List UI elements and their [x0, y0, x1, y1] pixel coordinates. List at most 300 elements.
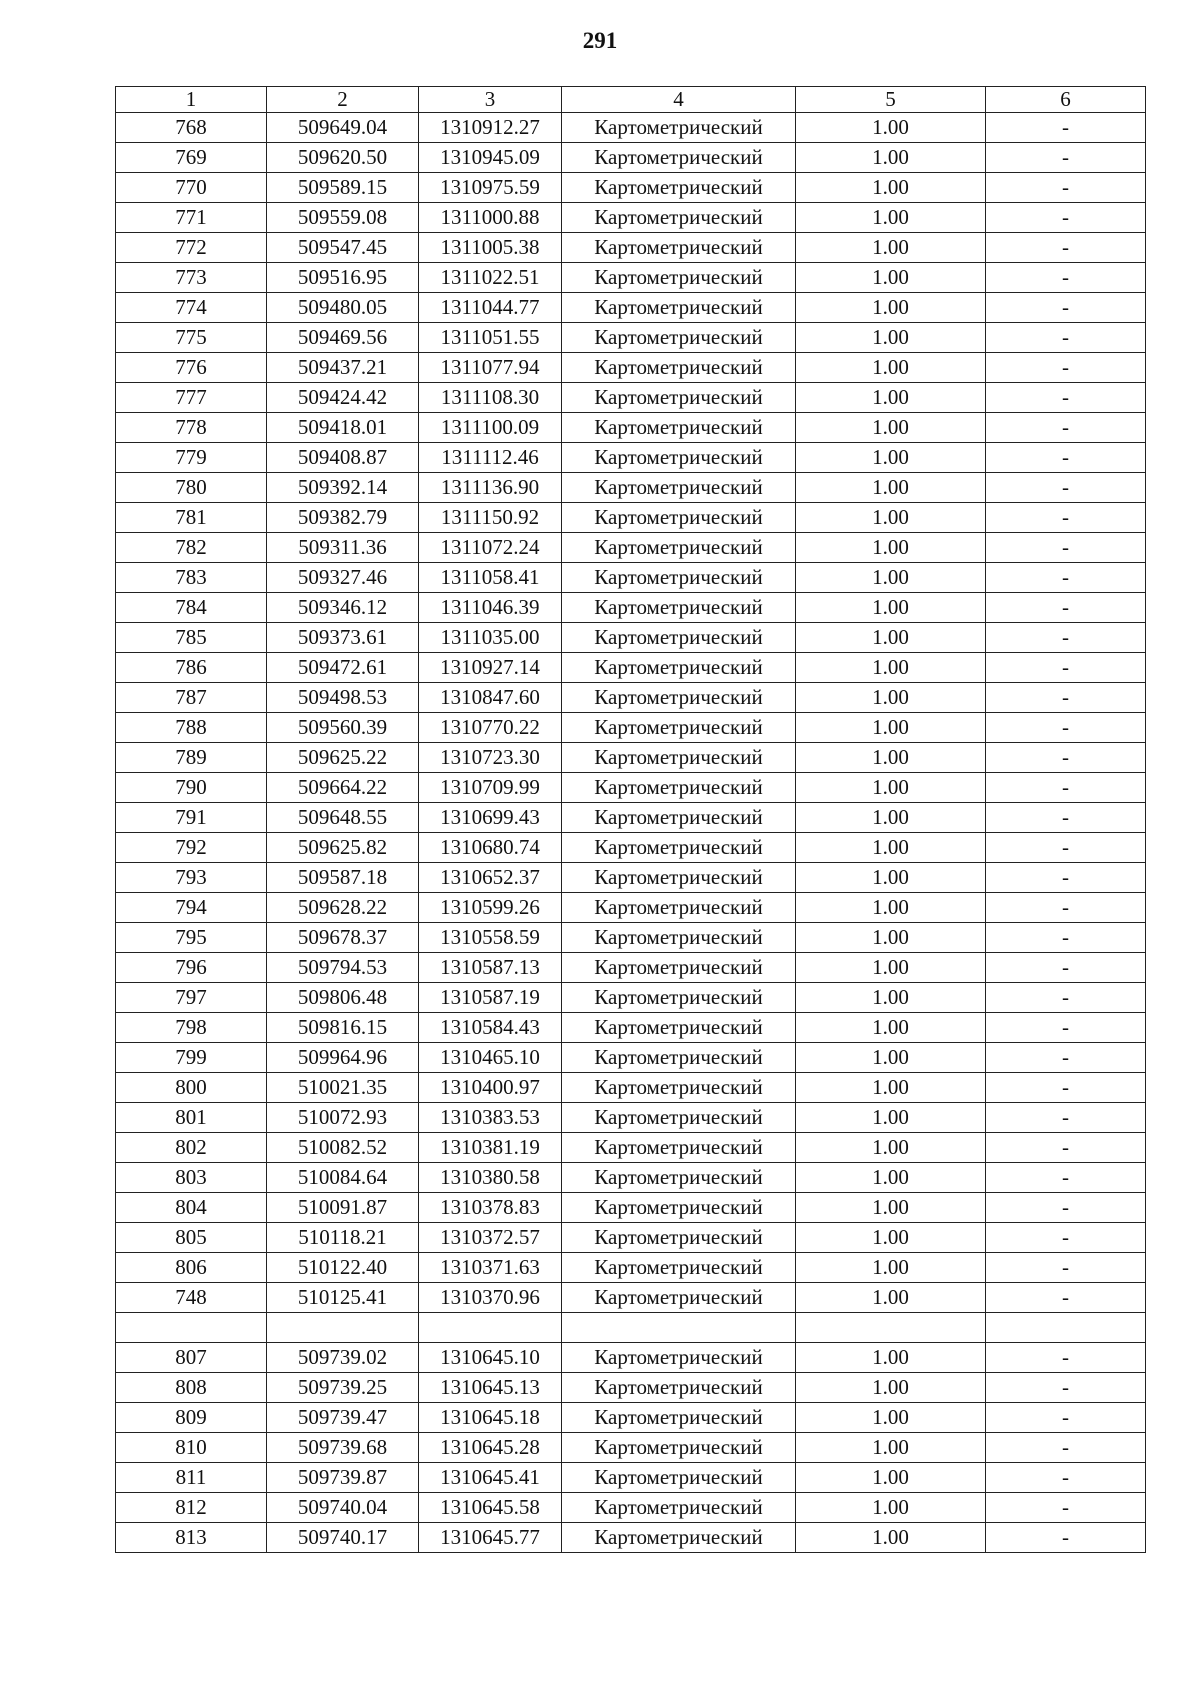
method-cell: Картометрический [562, 623, 796, 653]
y-coordinate-cell: 1311100.09 [419, 413, 562, 443]
x-coordinate-cell: 509392.14 [267, 473, 419, 503]
method-cell: Картометрический [562, 113, 796, 143]
accuracy-cell: 1.00 [796, 1103, 986, 1133]
point-number-cell: 779 [116, 443, 267, 473]
table-row [116, 383, 1146, 413]
table-row [116, 593, 1146, 623]
table-row [116, 173, 1146, 203]
x-coordinate-cell: 509740.17 [267, 1523, 419, 1553]
point-number-cell: 793 [116, 863, 267, 893]
point-number-cell: 770 [116, 173, 267, 203]
description-cell: - [986, 1133, 1146, 1163]
y-coordinate-cell: 1311046.39 [419, 593, 562, 623]
y-coordinate-cell: 1310381.19 [419, 1133, 562, 1163]
table-header-row [116, 87, 1146, 113]
y-coordinate-cell: 1310709.99 [419, 773, 562, 803]
x-coordinate-cell: 509806.48 [267, 983, 419, 1013]
x-coordinate-cell: 509472.61 [267, 653, 419, 683]
table-row [116, 1013, 1146, 1043]
accuracy-cell: 1.00 [796, 323, 986, 353]
point-number-cell: 784 [116, 593, 267, 623]
y-coordinate-cell: 1310587.13 [419, 953, 562, 983]
y-coordinate-cell: 1311058.41 [419, 563, 562, 593]
x-coordinate-cell: 509373.61 [267, 623, 419, 653]
description-cell: - [986, 863, 1146, 893]
y-coordinate-cell: 1310975.59 [419, 173, 562, 203]
table-row [116, 803, 1146, 833]
accuracy-cell: 1.00 [796, 353, 986, 383]
point-number-cell: 785 [116, 623, 267, 653]
accuracy-cell: 1.00 [796, 1163, 986, 1193]
table-row [116, 923, 1146, 953]
accuracy-cell: 1.00 [796, 263, 986, 293]
accuracy-cell: 1.00 [796, 443, 986, 473]
method-cell: Картометрический [562, 1493, 796, 1523]
accuracy-cell: 1.00 [796, 713, 986, 743]
accuracy-cell: 1.00 [796, 743, 986, 773]
point-number-cell: 783 [116, 563, 267, 593]
method-cell: Картометрический [562, 533, 796, 563]
method-cell: Картометрический [562, 803, 796, 833]
method-cell: Картометрический [562, 1043, 796, 1073]
accuracy-cell: 1.00 [796, 1133, 986, 1163]
y-coordinate-cell: 1311112.46 [419, 443, 562, 473]
y-coordinate-cell: 1310380.58 [419, 1163, 562, 1193]
method-cell: Картометрический [562, 983, 796, 1013]
y-coordinate-cell: 1310645.13 [419, 1373, 562, 1403]
method-cell: Картометрический [562, 473, 796, 503]
point-number-cell: 810 [116, 1433, 267, 1463]
header-cell-6: 6 [986, 87, 1146, 113]
description-cell: - [986, 923, 1146, 953]
description-cell: - [986, 953, 1146, 983]
description-cell: - [986, 833, 1146, 863]
description-cell: - [986, 1523, 1146, 1553]
y-coordinate-cell [419, 1313, 562, 1343]
coordinates-table [115, 86, 1146, 1553]
table-spacer-row [116, 1313, 1146, 1343]
y-coordinate-cell: 1310372.57 [419, 1223, 562, 1253]
method-cell: Картометрический [562, 233, 796, 263]
table-row [116, 1523, 1146, 1553]
x-coordinate-cell: 509739.87 [267, 1463, 419, 1493]
description-cell: - [986, 803, 1146, 833]
table-row [116, 773, 1146, 803]
point-number-cell: 809 [116, 1403, 267, 1433]
point-number-cell: 797 [116, 983, 267, 1013]
accuracy-cell: 1.00 [796, 863, 986, 893]
y-coordinate-cell: 1310378.83 [419, 1193, 562, 1223]
description-cell: - [986, 713, 1146, 743]
accuracy-cell: 1.00 [796, 1283, 986, 1313]
point-number-cell: 805 [116, 1223, 267, 1253]
x-coordinate-cell: 509424.42 [267, 383, 419, 413]
table-row [116, 983, 1146, 1013]
description-cell: - [986, 473, 1146, 503]
table-row [116, 143, 1146, 173]
table-row [116, 563, 1146, 593]
method-cell: Картометрический [562, 503, 796, 533]
method-cell: Картометрический [562, 1433, 796, 1463]
y-coordinate-cell: 1310945.09 [419, 143, 562, 173]
y-coordinate-cell: 1311136.90 [419, 473, 562, 503]
description-cell: - [986, 683, 1146, 713]
table-row [116, 473, 1146, 503]
point-number-cell: 813 [116, 1523, 267, 1553]
description-cell: - [986, 773, 1146, 803]
method-cell: Картометрический [562, 1523, 796, 1553]
table-body [116, 87, 1146, 1553]
header-cell-4: 4 [562, 87, 796, 113]
description-cell: - [986, 983, 1146, 1013]
method-cell: Картометрический [562, 653, 796, 683]
table-row [116, 293, 1146, 323]
x-coordinate-cell: 510091.87 [267, 1193, 419, 1223]
method-cell: Картометрический [562, 713, 796, 743]
y-coordinate-cell: 1310645.18 [419, 1403, 562, 1433]
accuracy-cell: 1.00 [796, 1013, 986, 1043]
header-cell-5: 5 [796, 87, 986, 113]
table-row [116, 863, 1146, 893]
method-cell: Картометрический [562, 1073, 796, 1103]
accuracy-cell: 1.00 [796, 983, 986, 1013]
header-cell-1: 1 [116, 87, 267, 113]
table-row [116, 1403, 1146, 1433]
y-coordinate-cell: 1310912.27 [419, 113, 562, 143]
x-coordinate-cell: 509964.96 [267, 1043, 419, 1073]
method-cell: Картометрический [562, 143, 796, 173]
description-cell: - [986, 563, 1146, 593]
accuracy-cell: 1.00 [796, 413, 986, 443]
table-row [116, 1163, 1146, 1193]
x-coordinate-cell: 509628.22 [267, 893, 419, 923]
table-row [116, 413, 1146, 443]
point-number-cell: 790 [116, 773, 267, 803]
header-cell-3: 3 [419, 87, 562, 113]
y-coordinate-cell: 1311000.88 [419, 203, 562, 233]
table-row [116, 1493, 1146, 1523]
accuracy-cell: 1.00 [796, 473, 986, 503]
y-coordinate-cell: 1310587.19 [419, 983, 562, 1013]
accuracy-cell: 1.00 [796, 533, 986, 563]
description-cell: - [986, 1493, 1146, 1523]
point-number-cell: 807 [116, 1343, 267, 1373]
y-coordinate-cell: 1310927.14 [419, 653, 562, 683]
method-cell: Картометрический [562, 893, 796, 923]
x-coordinate-cell: 510082.52 [267, 1133, 419, 1163]
description-cell: - [986, 1463, 1146, 1493]
accuracy-cell: 1.00 [796, 1523, 986, 1553]
x-coordinate-cell: 509408.87 [267, 443, 419, 473]
x-coordinate-cell: 509625.22 [267, 743, 419, 773]
accuracy-cell: 1.00 [796, 233, 986, 263]
x-coordinate-cell: 509620.50 [267, 143, 419, 173]
accuracy-cell [796, 1313, 986, 1343]
x-coordinate-cell: 509418.01 [267, 413, 419, 443]
y-coordinate-cell: 1310680.74 [419, 833, 562, 863]
description-cell: - [986, 353, 1146, 383]
y-coordinate-cell: 1310770.22 [419, 713, 562, 743]
y-coordinate-cell: 1310645.28 [419, 1433, 562, 1463]
y-coordinate-cell: 1311022.51 [419, 263, 562, 293]
description-cell [986, 1313, 1146, 1343]
x-coordinate-cell: 510125.41 [267, 1283, 419, 1313]
x-coordinate-cell: 509498.53 [267, 683, 419, 713]
table-row [116, 263, 1146, 293]
accuracy-cell: 1.00 [796, 503, 986, 533]
accuracy-cell: 1.00 [796, 683, 986, 713]
accuracy-cell: 1.00 [796, 1073, 986, 1103]
accuracy-cell: 1.00 [796, 1373, 986, 1403]
description-cell: - [986, 1373, 1146, 1403]
accuracy-cell: 1.00 [796, 1253, 986, 1283]
method-cell: Картометрический [562, 443, 796, 473]
accuracy-cell: 1.00 [796, 143, 986, 173]
x-coordinate-cell: 509547.45 [267, 233, 419, 263]
table-row [116, 1433, 1146, 1463]
y-coordinate-cell: 1310558.59 [419, 923, 562, 953]
method-cell: Картометрический [562, 1163, 796, 1193]
table-row [116, 953, 1146, 983]
y-coordinate-cell: 1311035.00 [419, 623, 562, 653]
description-cell: - [986, 1223, 1146, 1253]
description-cell: - [986, 1013, 1146, 1043]
method-cell: Картометрический [562, 1403, 796, 1433]
x-coordinate-cell: 509559.08 [267, 203, 419, 233]
x-coordinate-cell: 509437.21 [267, 353, 419, 383]
point-number-cell: 799 [116, 1043, 267, 1073]
accuracy-cell: 1.00 [796, 1403, 986, 1433]
point-number-cell: 769 [116, 143, 267, 173]
method-cell: Картометрический [562, 353, 796, 383]
point-number-cell: 781 [116, 503, 267, 533]
description-cell: - [986, 1253, 1146, 1283]
x-coordinate-cell: 509816.15 [267, 1013, 419, 1043]
y-coordinate-cell: 1310847.60 [419, 683, 562, 713]
y-coordinate-cell: 1310645.10 [419, 1343, 562, 1373]
description-cell: - [986, 503, 1146, 533]
x-coordinate-cell: 509469.56 [267, 323, 419, 353]
table-row [116, 1373, 1146, 1403]
y-coordinate-cell: 1310699.43 [419, 803, 562, 833]
point-number-cell: 787 [116, 683, 267, 713]
table-row [116, 683, 1146, 713]
point-number-cell: 796 [116, 953, 267, 983]
accuracy-cell: 1.00 [796, 1343, 986, 1373]
x-coordinate-cell: 509740.04 [267, 1493, 419, 1523]
point-number-cell: 773 [116, 263, 267, 293]
description-cell: - [986, 113, 1146, 143]
x-coordinate-cell: 509589.15 [267, 173, 419, 203]
x-coordinate-cell: 509664.22 [267, 773, 419, 803]
point-number-cell: 795 [116, 923, 267, 953]
table-row [116, 533, 1146, 563]
description-cell: - [986, 263, 1146, 293]
table-row [116, 1073, 1146, 1103]
point-number-cell: 748 [116, 1283, 267, 1313]
method-cell: Картометрический [562, 923, 796, 953]
table-row [116, 443, 1146, 473]
y-coordinate-cell: 1310371.63 [419, 1253, 562, 1283]
y-coordinate-cell: 1310652.37 [419, 863, 562, 893]
description-cell: - [986, 1403, 1146, 1433]
accuracy-cell: 1.00 [796, 773, 986, 803]
method-cell: Картометрический [562, 1223, 796, 1253]
method-cell: Картометрический [562, 683, 796, 713]
table-row [116, 1043, 1146, 1073]
point-number-cell: 806 [116, 1253, 267, 1283]
y-coordinate-cell: 1311044.77 [419, 293, 562, 323]
point-number-cell: 792 [116, 833, 267, 863]
accuracy-cell: 1.00 [796, 593, 986, 623]
method-cell: Картометрический [562, 413, 796, 443]
page-number: 291 [582, 28, 618, 53]
method-cell: Картометрический [562, 863, 796, 893]
point-number-cell: 778 [116, 413, 267, 443]
method-cell: Картометрический [562, 383, 796, 413]
y-coordinate-cell: 1311051.55 [419, 323, 562, 353]
y-coordinate-cell: 1310723.30 [419, 743, 562, 773]
description-cell: - [986, 593, 1146, 623]
x-coordinate-cell: 509560.39 [267, 713, 419, 743]
table-row [116, 323, 1146, 353]
point-number-cell: 776 [116, 353, 267, 383]
method-cell: Картометрический [562, 323, 796, 353]
table-row [116, 203, 1146, 233]
accuracy-cell: 1.00 [796, 803, 986, 833]
description-cell: - [986, 1043, 1146, 1073]
description-cell: - [986, 173, 1146, 203]
table-row [116, 1103, 1146, 1133]
table-row [116, 503, 1146, 533]
x-coordinate-cell: 510084.64 [267, 1163, 419, 1193]
method-cell: Картометрический [562, 1133, 796, 1163]
description-cell: - [986, 1283, 1146, 1313]
point-number-cell: 812 [116, 1493, 267, 1523]
x-coordinate-cell: 509739.02 [267, 1343, 419, 1373]
table-row [116, 833, 1146, 863]
method-cell: Картометрический [562, 773, 796, 803]
x-coordinate-cell: 509327.46 [267, 563, 419, 593]
method-cell: Картометрический [562, 263, 796, 293]
accuracy-cell: 1.00 [796, 173, 986, 203]
description-cell: - [986, 1343, 1146, 1373]
point-number-cell: 811 [116, 1463, 267, 1493]
method-cell: Картометрический [562, 1103, 796, 1133]
accuracy-cell: 1.00 [796, 653, 986, 683]
y-coordinate-cell: 1310465.10 [419, 1043, 562, 1073]
x-coordinate-cell: 509739.25 [267, 1373, 419, 1403]
table-row [116, 1223, 1146, 1253]
point-number-cell: 803 [116, 1163, 267, 1193]
point-number-cell: 789 [116, 743, 267, 773]
table-row [116, 1283, 1146, 1313]
x-coordinate-cell [267, 1313, 419, 1343]
description-cell: - [986, 1103, 1146, 1133]
method-cell: Картометрический [562, 1283, 796, 1313]
description-cell: - [986, 653, 1146, 683]
x-coordinate-cell: 509678.37 [267, 923, 419, 953]
description-cell: - [986, 443, 1146, 473]
y-coordinate-cell: 1311150.92 [419, 503, 562, 533]
accuracy-cell: 1.00 [796, 1463, 986, 1493]
y-coordinate-cell: 1310370.96 [419, 1283, 562, 1313]
accuracy-cell: 1.00 [796, 203, 986, 233]
description-cell: - [986, 233, 1146, 263]
description-cell: - [986, 203, 1146, 233]
table-row [116, 713, 1146, 743]
x-coordinate-cell: 509794.53 [267, 953, 419, 983]
table-row [116, 1193, 1146, 1223]
method-cell: Картометрический [562, 743, 796, 773]
description-cell: - [986, 533, 1146, 563]
method-cell: Картометрический [562, 833, 796, 863]
description-cell: - [986, 743, 1146, 773]
x-coordinate-cell: 509739.47 [267, 1403, 419, 1433]
point-number-cell: 804 [116, 1193, 267, 1223]
accuracy-cell: 1.00 [796, 563, 986, 593]
method-cell: Картометрический [562, 1463, 796, 1493]
accuracy-cell: 1.00 [796, 893, 986, 923]
y-coordinate-cell: 1311005.38 [419, 233, 562, 263]
y-coordinate-cell: 1310645.41 [419, 1463, 562, 1493]
x-coordinate-cell: 509346.12 [267, 593, 419, 623]
x-coordinate-cell: 509516.95 [267, 263, 419, 293]
method-cell: Картометрический [562, 1253, 796, 1283]
method-cell: Картометрический [562, 1373, 796, 1403]
accuracy-cell: 1.00 [796, 1193, 986, 1223]
table-row [116, 353, 1146, 383]
accuracy-cell: 1.00 [796, 113, 986, 143]
point-number-cell: 782 [116, 533, 267, 563]
description-cell: - [986, 1193, 1146, 1223]
x-coordinate-cell: 510118.21 [267, 1223, 419, 1253]
x-coordinate-cell: 509739.68 [267, 1433, 419, 1463]
point-number-cell: 768 [116, 113, 267, 143]
x-coordinate-cell: 510072.93 [267, 1103, 419, 1133]
y-coordinate-cell: 1310645.77 [419, 1523, 562, 1553]
point-number-cell: 772 [116, 233, 267, 263]
point-number-cell [116, 1313, 267, 1343]
point-number-cell: 788 [116, 713, 267, 743]
description-cell: - [986, 623, 1146, 653]
point-number-cell: 777 [116, 383, 267, 413]
method-cell: Картометрический [562, 1343, 796, 1373]
table-row [116, 233, 1146, 263]
description-cell: - [986, 383, 1146, 413]
method-cell [562, 1313, 796, 1343]
x-coordinate-cell: 509382.79 [267, 503, 419, 533]
description-cell: - [986, 293, 1146, 323]
point-number-cell: 808 [116, 1373, 267, 1403]
x-coordinate-cell: 509480.05 [267, 293, 419, 323]
x-coordinate-cell: 509587.18 [267, 863, 419, 893]
method-cell: Картометрический [562, 203, 796, 233]
table-row [116, 893, 1146, 923]
accuracy-cell: 1.00 [796, 623, 986, 653]
method-cell: Картометрический [562, 1193, 796, 1223]
accuracy-cell: 1.00 [796, 1493, 986, 1523]
accuracy-cell: 1.00 [796, 1043, 986, 1073]
accuracy-cell: 1.00 [796, 1223, 986, 1253]
point-number-cell: 794 [116, 893, 267, 923]
table-row [116, 743, 1146, 773]
header-cell-2: 2 [267, 87, 419, 113]
accuracy-cell: 1.00 [796, 923, 986, 953]
x-coordinate-cell: 509648.55 [267, 803, 419, 833]
table-row [116, 1133, 1146, 1163]
x-coordinate-cell: 510021.35 [267, 1073, 419, 1103]
